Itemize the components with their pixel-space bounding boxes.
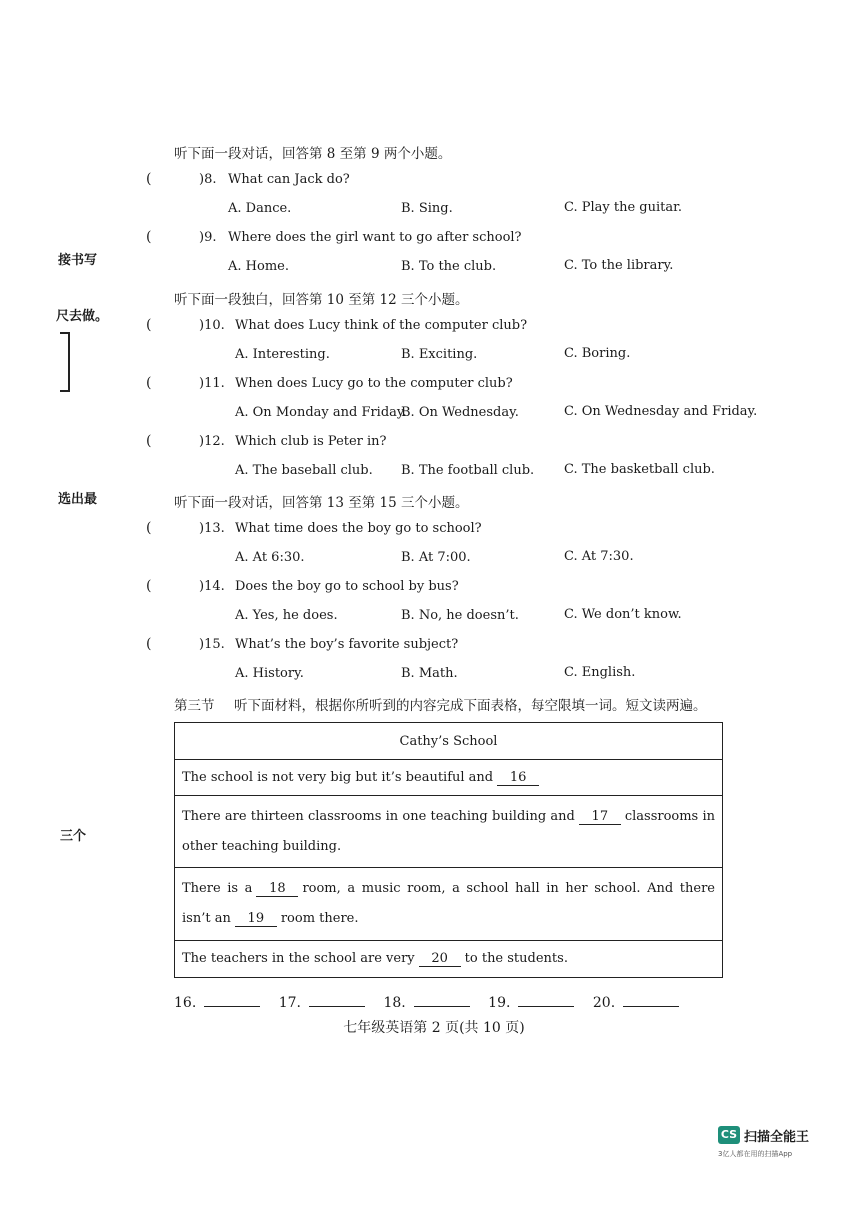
answer-16-blank[interactable] [204, 994, 260, 1007]
answer-paren-15[interactable]: ( [146, 636, 152, 652]
table-title-row [175, 723, 722, 760]
question-11-text: When does Lucy go to the computer club? [235, 376, 513, 391]
row1-text-a: The school is not very big but it’s beautiful and [182, 770, 494, 785]
section-instruction-8-9: 听下面一段对话，回答第 8 至第 9 两个小题。 [174, 146, 452, 162]
question-13-number: )13. [199, 521, 225, 536]
question-8-number: )8. [199, 172, 217, 187]
table-row-4-text [182, 941, 715, 977]
question-12-option-a: A. The baseball club. [235, 463, 373, 478]
question-11-number: )11. [199, 376, 225, 391]
answer-17-label: 17. [278, 995, 301, 1011]
camscanner-logo-icon: CS [718, 1126, 740, 1144]
question-12-option-b: B. The football club. [401, 463, 535, 478]
margin-fragment-4: 三个 [60, 829, 87, 844]
question-10-option-b: B. Exciting. [401, 347, 478, 362]
row3-text-b: room, a music room, a school hall in her school. And there isn’t an [182, 881, 715, 926]
page-footer: 七年级英语第 2 页(共 10 页) [343, 1020, 525, 1036]
table-row-3 [175, 868, 722, 941]
question-13-text: What time does the boy go to school? [235, 521, 482, 536]
margin-fragment-3: 选出最 [58, 492, 98, 507]
table-row-2-text [182, 802, 715, 862]
row3-text-a: There is a [182, 881, 253, 896]
question-15-text: What’s the boy’s favorite subject? [235, 637, 459, 652]
question-12-number: )12. [199, 434, 225, 449]
answer-line [174, 994, 679, 1011]
blank-18[interactable]: 18 [256, 881, 298, 897]
answer-paren-12[interactable]: ( [146, 433, 152, 449]
cathys-school-table [174, 722, 723, 978]
question-10-option-a: A. Interesting. [235, 347, 330, 362]
margin-bracket [60, 332, 70, 392]
question-14-text: Does the boy go to school by bus? [235, 579, 459, 594]
question-14-option-b: B. No, he doesn’t. [401, 608, 519, 623]
question-9-option-b: B. To the club. [401, 259, 497, 274]
question-8-option-a: A. Dance. [228, 201, 292, 216]
question-8-option-b: B. Sing. [401, 201, 453, 216]
row4-text-b: to the students. [464, 951, 568, 966]
question-14-option-c: C. We don’t know. [564, 607, 682, 622]
table-row-3-text [182, 874, 715, 934]
question-10-number: )10. [199, 318, 225, 333]
question-14-option-a: A. Yes, he does. [235, 608, 338, 623]
answer-16-label: 16. [174, 995, 197, 1011]
table-row-1-text [182, 760, 715, 796]
question-9-option-c: C. To the library. [564, 258, 674, 273]
answer-paren-13[interactable]: ( [146, 520, 152, 536]
question-11-option-c: C. On Wednesday and Friday. [564, 404, 758, 419]
answer-20-label: 20. [592, 995, 616, 1011]
blank-20[interactable]: 20 [419, 951, 461, 967]
answer-20-blank[interactable] [623, 994, 679, 1007]
question-9-option-a: A. Home. [228, 259, 289, 274]
margin-fragment-2: 尺去做。 [56, 309, 109, 324]
answer-paren-8[interactable]: ( [146, 171, 152, 187]
answer-paren-10[interactable]: ( [146, 317, 152, 333]
question-15-option-a: A. History. [235, 666, 304, 681]
answer-19-label: 19. [488, 995, 511, 1011]
section-instruction-13-15: 听下面一段对话，回答第 13 至第 15 三个小题。 [174, 495, 469, 511]
answer-17-blank[interactable] [309, 994, 365, 1007]
question-13-option-a: A. At 6:30. [235, 550, 305, 565]
question-11-option-a: A. On Monday and Friday. [235, 405, 407, 420]
margin-fragment-1: 接书写 [58, 253, 98, 268]
question-9-number: )9. [199, 230, 217, 245]
question-9-text: Where does the girl want to go after school? [228, 230, 522, 245]
question-10-option-c: C. Boring. [564, 346, 631, 361]
row2-text-a: There are thirteen classrooms in one teaching building and [182, 809, 575, 824]
part3-label: 第三节 [174, 698, 215, 714]
question-8-option-c: C. Play the guitar. [564, 200, 683, 215]
answer-paren-9[interactable]: ( [146, 229, 152, 245]
row3-text-c: room there. [280, 911, 359, 926]
question-8-text: What can Jack do? [228, 172, 350, 187]
question-14-number: )14. [199, 579, 225, 594]
scanner-tagline: 3亿人都在用的扫描App [718, 1150, 793, 1158]
table-row-1 [175, 760, 722, 796]
blank-16[interactable]: 16 [497, 770, 539, 786]
question-12-option-c: C. The basketball club. [564, 462, 715, 477]
answer-18-blank[interactable] [414, 994, 470, 1007]
section-instruction-10-12: 听下面一段独白，回答第 10 至第 12 三个小题。 [174, 292, 469, 308]
row2-text-b: classrooms in other teaching building. [182, 809, 715, 854]
row4-text-a: The teachers in the school are very [182, 951, 415, 966]
answer-18-label: 18. [383, 995, 406, 1011]
question-15-option-b: B. Math. [401, 666, 458, 681]
scanner-app-name: 扫描全能王 [744, 1130, 810, 1145]
table-row-4 [175, 941, 722, 977]
blank-19[interactable]: 19 [235, 911, 277, 927]
question-12-text: Which club is Peter in? [235, 434, 387, 449]
question-10-text: What does Lucy think of the computer club? [235, 318, 528, 333]
answer-paren-11[interactable]: ( [146, 375, 152, 391]
question-15-option-c: C. English. [564, 665, 636, 680]
answer-paren-14[interactable]: ( [146, 578, 152, 594]
table-title: Cathy’s School [399, 734, 498, 749]
part3-instruction: 听下面材料，根据你所听到的内容完成下面表格，每空限填一词。短文读两遍。 [234, 698, 707, 714]
question-11-option-b: B. On Wednesday. [401, 405, 519, 420]
question-13-option-b: B. At 7:00. [401, 550, 471, 565]
blank-17[interactable]: 17 [579, 809, 621, 825]
question-15-number: )15. [199, 637, 225, 652]
answer-19-blank[interactable] [518, 994, 574, 1007]
question-13-option-c: C. At 7:30. [564, 549, 634, 564]
table-row-2 [175, 796, 722, 868]
